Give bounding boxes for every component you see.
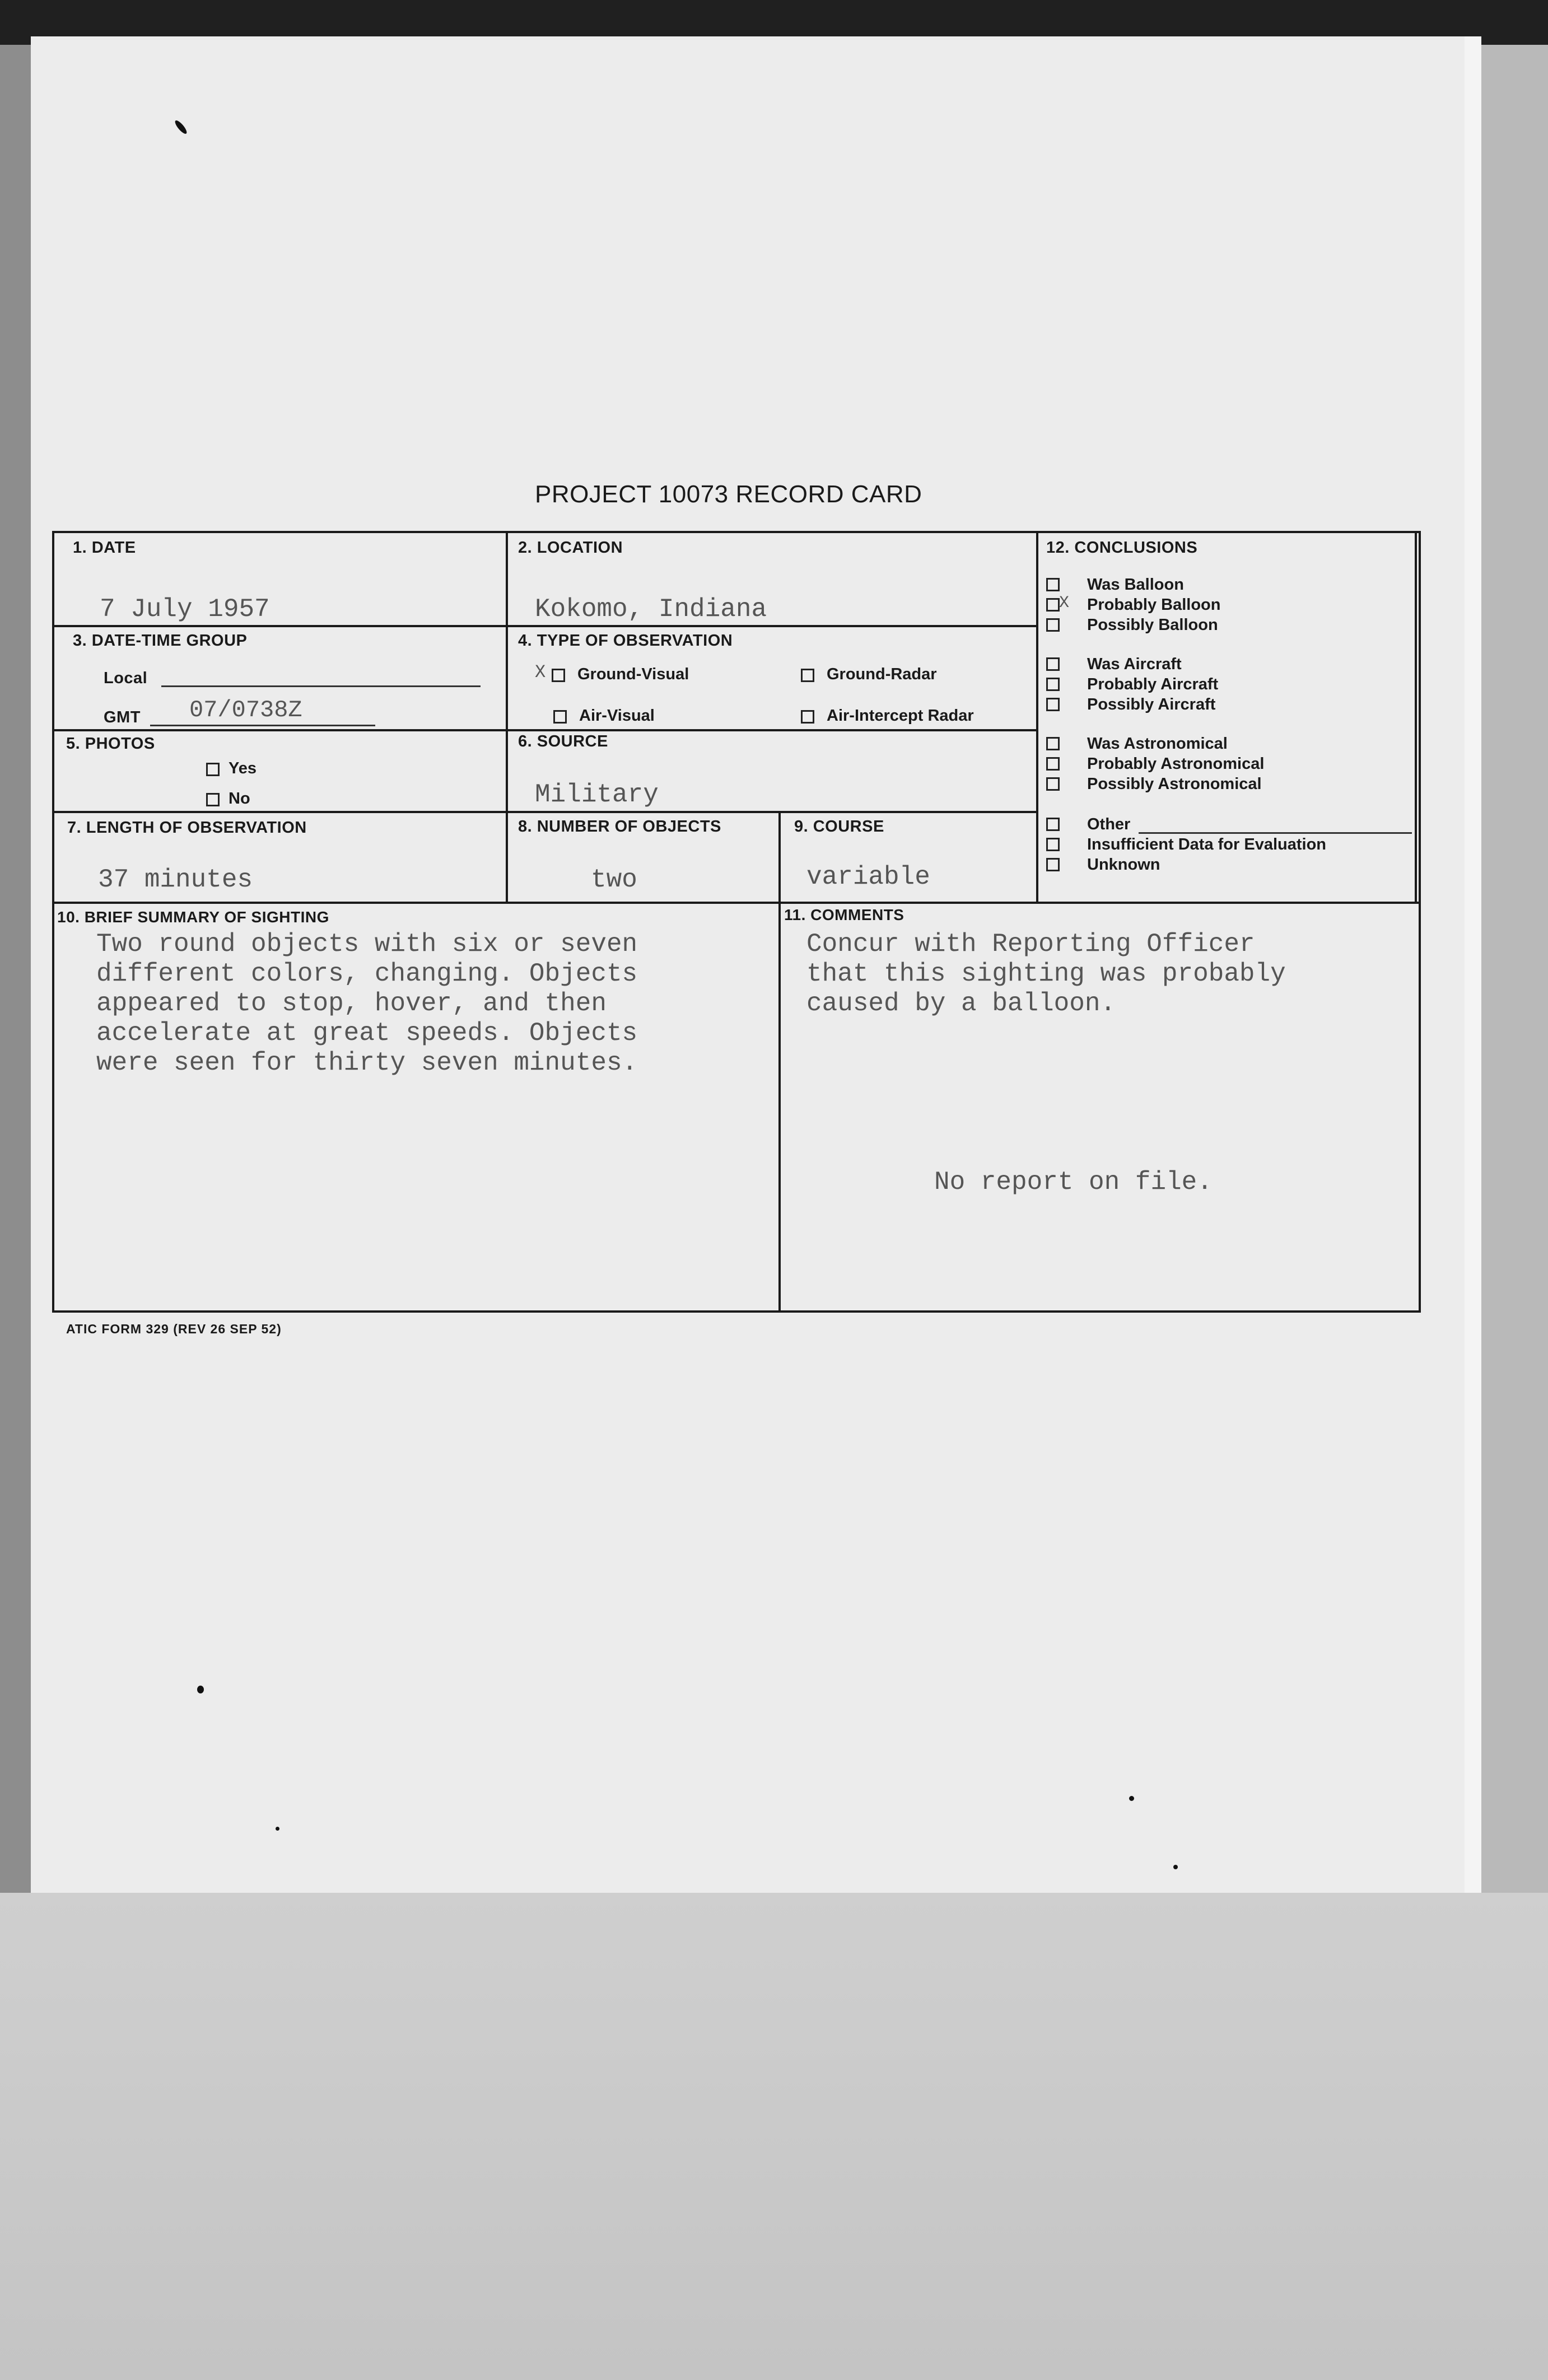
brief-summary-line: were seen for thirty seven minutes. (96, 1048, 638, 1077)
type-of-observation-label: 4. TYPE OF OBSERVATION (518, 632, 733, 650)
brief-summary-label: 10. BRIEF SUMMARY OF SIGHTING (57, 908, 329, 926)
photos-no-label: No (229, 790, 250, 808)
datetime-group-label: 3. DATE-TIME GROUP (73, 632, 248, 650)
ground-visual-check-mark: X (535, 662, 546, 683)
source-label: 6. SOURCE (518, 732, 608, 750)
brief-summary-line: appeared to stop, hover, and then (96, 989, 607, 1018)
brief-summary-line: accelerate at great speeds. Objects (96, 1019, 638, 1048)
probably-astronomical-label: Probably Astronomical (1087, 755, 1265, 773)
source-value: Military (535, 780, 659, 809)
probably-balloon-check-mark: X (1059, 594, 1070, 613)
air-visual-checkbox (553, 710, 567, 724)
probably-aircraft-checkbox (1046, 678, 1060, 691)
ground-radar-label: Ground-Radar (827, 665, 937, 683)
photos-yes-checkbox (206, 763, 220, 776)
datetime-local-label: Local (104, 669, 148, 687)
ground-visual-label: Ground-Visual (577, 665, 689, 683)
other-checkbox (1046, 818, 1060, 831)
number-of-objects-label: 8. NUMBER OF OBJECTS (518, 818, 721, 836)
length-of-observation-value: 37 minutes (98, 865, 253, 894)
form-footer: ATIC FORM 329 (REV 26 SEP 52) (66, 1322, 282, 1336)
photos-no-checkbox (206, 793, 220, 806)
location-value: Kokomo, Indiana (535, 595, 767, 624)
brief-summary-line: different colors, changing. Objects (96, 959, 638, 988)
was-aircraft-checkbox (1046, 657, 1060, 671)
number-of-objects-value: two (591, 865, 637, 894)
datetime-local-field (161, 671, 481, 687)
course-value: variable (806, 862, 930, 892)
probably-astronomical-checkbox (1046, 757, 1060, 771)
other-label: Other (1087, 815, 1131, 833)
ground-visual-checkbox (552, 669, 565, 682)
film-border-left (0, 45, 31, 1893)
location-label: 2. LOCATION (518, 539, 623, 557)
probably-balloon-checkbox (1046, 598, 1060, 612)
unknown-checkbox (1046, 858, 1060, 871)
film-speck (1173, 1865, 1178, 1869)
ground-radar-checkbox (801, 669, 814, 682)
length-of-observation-label: 7. LENGTH OF OBSERVATION (67, 819, 307, 837)
brief-summary-line: Two round objects with six or seven (96, 930, 638, 959)
other-field (1139, 816, 1412, 834)
datetime-gmt-value: 07/0738Z (189, 697, 302, 724)
comments-note: No report on file. (934, 1168, 1213, 1197)
probably-aircraft-label: Probably Aircraft (1087, 675, 1219, 693)
insufficient-data-label: Insufficient Data for Evaluation (1087, 836, 1326, 853)
comments-line: that this sighting was probably (806, 959, 1286, 988)
datetime-gmt-label: GMT (104, 708, 141, 726)
possibly-balloon-checkbox (1046, 618, 1060, 632)
date-label: 1. DATE (73, 539, 136, 557)
conclusions-label: 12. CONCLUSIONS (1046, 539, 1198, 557)
insufficient-data-checkbox (1046, 838, 1060, 851)
photos-yes-label: Yes (229, 759, 257, 777)
scan-backing (0, 1893, 1548, 2380)
course-label: 9. COURSE (794, 818, 884, 836)
comments-label: 11. COMMENTS (784, 906, 904, 923)
probably-balloon-label: Probably Balloon (1087, 596, 1221, 614)
brief-summary-text (96, 930, 637, 1078)
air-visual-label: Air-Visual (579, 707, 655, 725)
comments-line: Concur with Reporting Officer (806, 930, 1255, 959)
card-title: PROJECT 10073 RECORD CARD (535, 480, 922, 508)
film-speck (197, 1686, 204, 1693)
date-value: 7 July 1957 (100, 595, 270, 624)
film-speck (276, 1827, 279, 1831)
possibly-aircraft-label: Possibly Aircraft (1087, 696, 1216, 713)
air-intercept-radar-label: Air-Intercept Radar (827, 707, 974, 725)
was-aircraft-label: Was Aircraft (1087, 655, 1182, 673)
comments-line: caused by a balloon. (806, 989, 1116, 1018)
air-intercept-radar-checkbox (801, 710, 814, 724)
possibly-aircraft-checkbox (1046, 698, 1060, 711)
was-astronomical-label: Was Astronomical (1087, 735, 1228, 753)
possibly-astronomical-checkbox (1046, 777, 1060, 791)
film-speck (1129, 1796, 1134, 1801)
possibly-astronomical-label: Possibly Astronomical (1087, 775, 1262, 793)
comments-text (806, 930, 1286, 1019)
unknown-label: Unknown (1087, 856, 1160, 874)
was-astronomical-checkbox (1046, 737, 1060, 750)
was-balloon-checkbox (1046, 578, 1060, 591)
possibly-balloon-label: Possibly Balloon (1087, 616, 1218, 634)
photos-label: 5. PHOTOS (66, 735, 155, 753)
was-balloon-label: Was Balloon (1087, 576, 1184, 594)
